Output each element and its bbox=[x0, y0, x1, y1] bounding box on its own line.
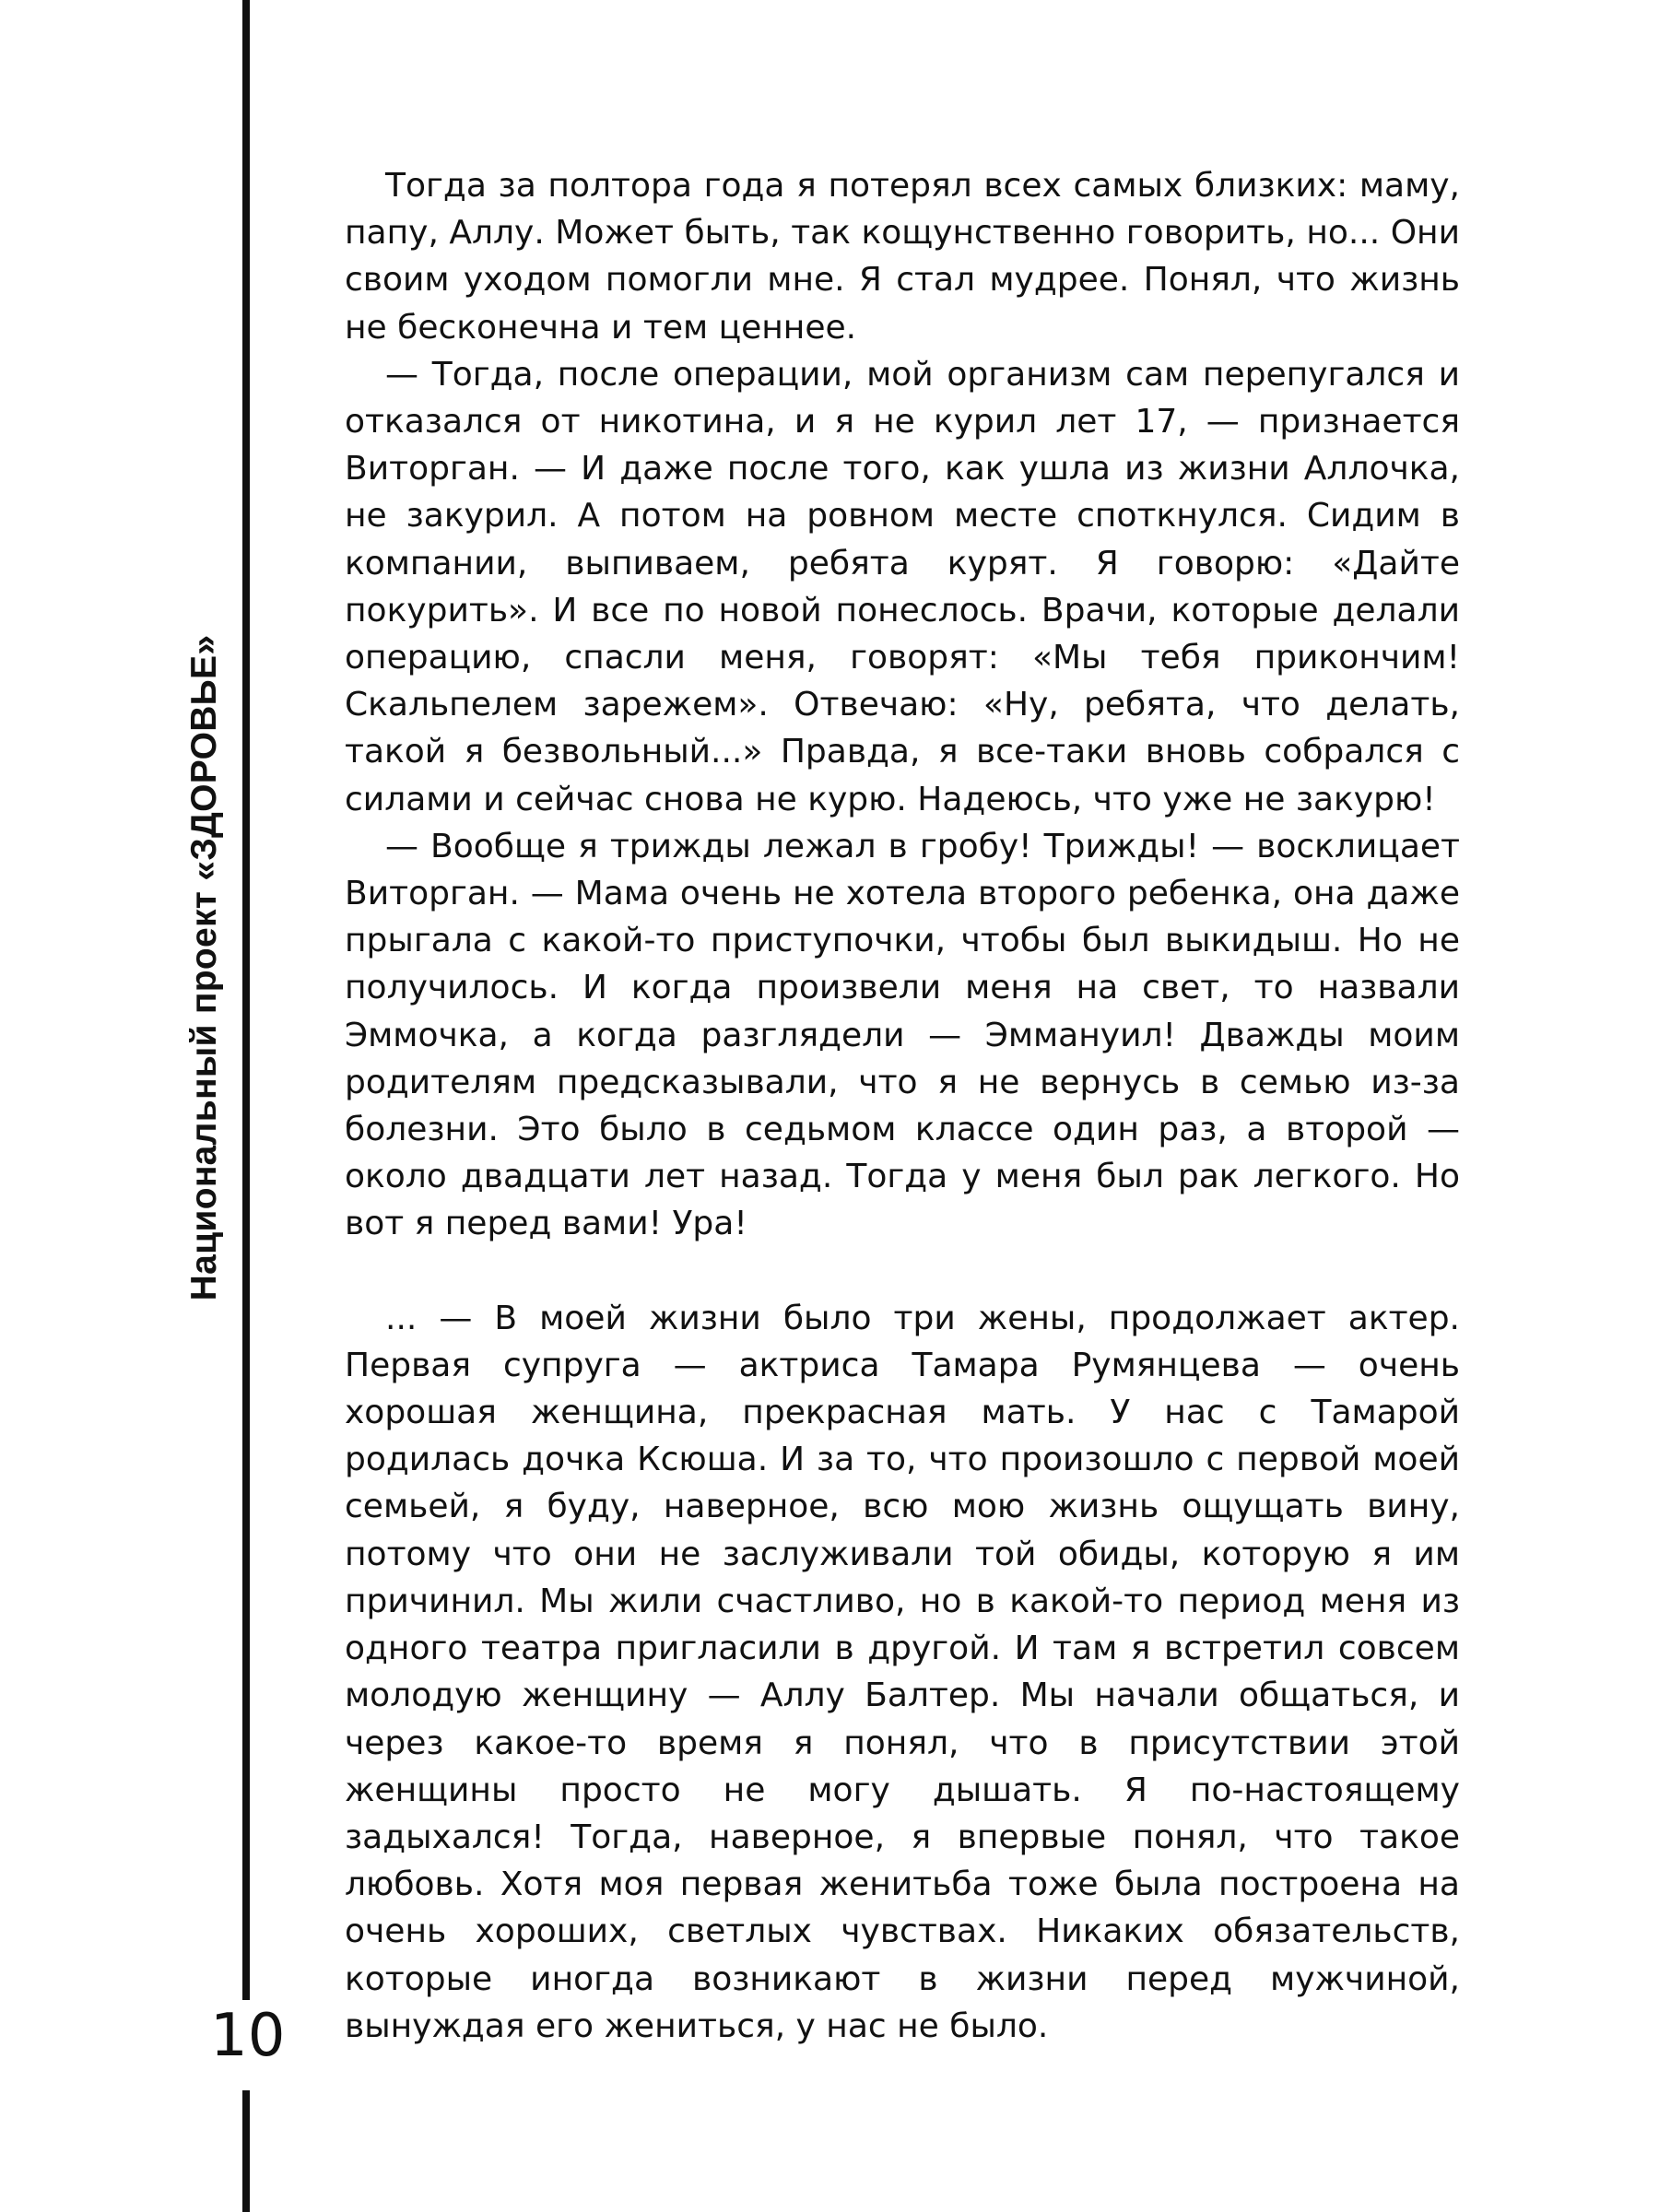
paragraph-3: — Вообще я трижды лежал в гробу! Трижды! — восклицает Виторган. — Мама очень не хотела второго ребенка, она даже прыгала с какой-то приступочки, чтобы был выкидыш. Но не получилось. И когда произвели меня на свет, то назвали Эммочка, а когда разглядели — Эммануил! Дважды моим родителям предсказывали, что я не вернусь в семью из-за болезни. Это было в седьмом классе один раз, а второй — около двадцати лет назад. Тогда у меня был рак легкого. Но вот я перед вами! Ура! bbox=[345, 827, 1460, 1243]
paragraph-4: ... — В моей жизни было три жены, продолжает актер. Первая супруга — актриса Тамара Румянцева — очень хорошая женщина, прекрасная мать. У нас с Тамарой родилась дочка Ксюша. И за то, что произошло с первой моей семьей, я буду, наверное, всю мою жизнь ощущать вину, потому что они не заслуживали той обиды, которую я им причинил. Мы жили счастливо, но в какой-то период меня из одного театра пригласили в другой. И там я встретил совсем молодую женщину — Аллу Балтер. Мы начали общаться, и через какое-то время я понял, что в присутствии этой женщины просто не могу дышать. Я по-настоящему задыхался! Тогда, наверное, я впервые понял, что такое любовь. Хотя моя первая женитьба тоже была построена на очень хороших, светлых чувствах. Никаких обязательств, которые иногда возникают в жизни перед мужчиной, вынуждая его жениться, у нас не было. bbox=[345, 1299, 1460, 2045]
page-number: 10 bbox=[210, 2002, 286, 2070]
article-body bbox=[345, 162, 1460, 2050]
paragraph-2: — Тогда, после операции, мой организм сам перепугался и отказался от никотина, и я не курил лет 17, — признается Виторган. — И даже после того, как ушла из жизни Аллочка, не закурил. А потом на ровном месте споткнулся. Сидим в компании, выпиваем, ребята курят. Я говорю: «Дайте покурить». И все по новой понеслось. Врачи, которые делали операцию, спасли меня, говорят: «Мы тебя прикончим! Скальпелем зарежем». Отвечаю: «Ну, ребята, что делать, такой я безвольный...» Правда, я все-таки вновь собрался с силами и сейчас снова не курю. Надеюсь, что уже не закурю! bbox=[345, 355, 1460, 818]
sidebar-rule-top bbox=[242, 0, 250, 2000]
sidebar-rule-bottom bbox=[242, 2090, 250, 2212]
sidebar-project-title: Национальный проект «ЗДОРОВЬЕ» bbox=[184, 634, 224, 1301]
paragraph-1: Тогда за полтора года я потерял всех самых близких: маму, папу, Аллу. Может быть, так кощунственно говорить, но... Они своим уходом помогли мне. Я стал мудрее. Понял, что жизнь не бесконечна и тем ценнее. bbox=[345, 167, 1460, 347]
